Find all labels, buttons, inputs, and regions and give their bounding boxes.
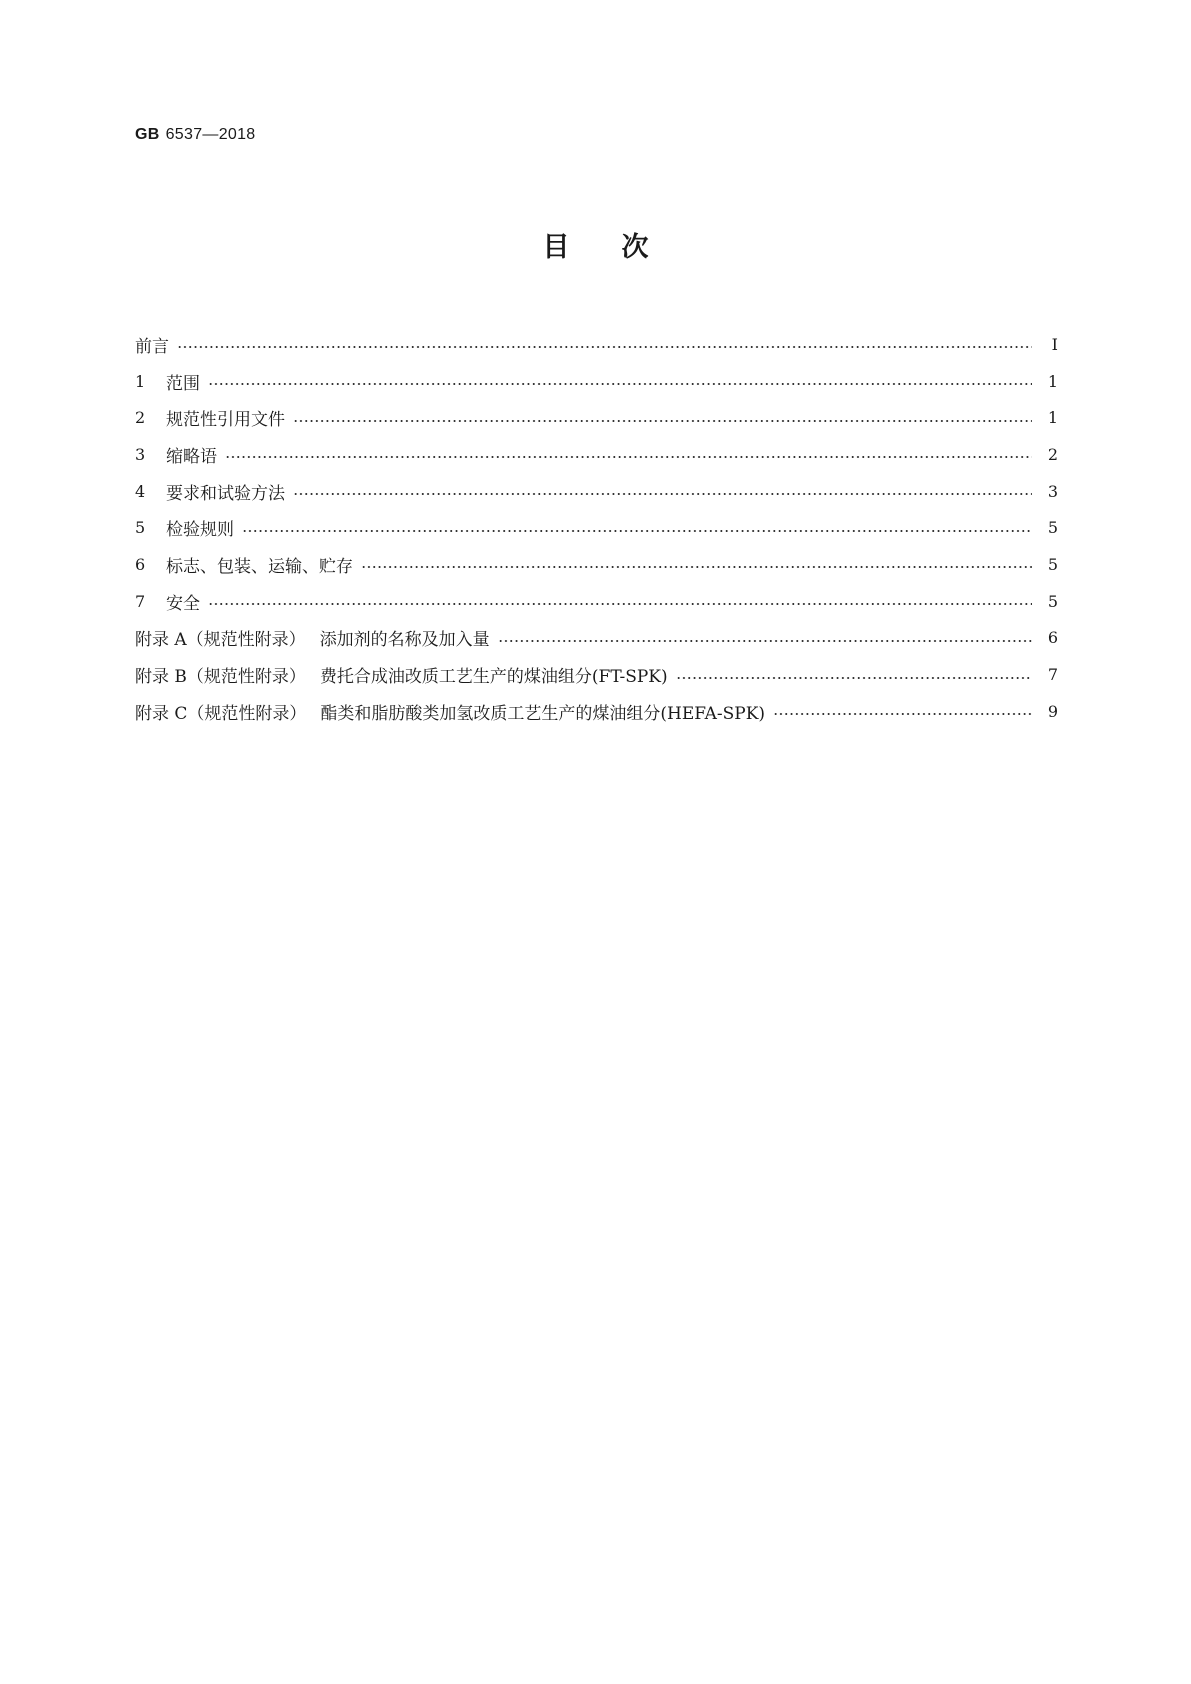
toc-entry-1[interactable] [135,363,1058,400]
toc-leader-dots [498,640,1032,642]
toc-entry-label: 范围 [166,373,200,394]
toc-entry-annex-a[interactable] [135,620,1058,657]
toc-page-number: 5 [1047,518,1058,538]
toc-entry-label: 添加剂的名称及加入量 [319,630,490,651]
toc-annex-prefix: 附录 C（规范性附录） [135,703,307,724]
toc-entry-2[interactable] [135,399,1058,436]
toc-entry-4[interactable] [135,473,1058,510]
toc-entry-annex-b[interactable] [135,656,1058,693]
standard-number: 6537—2018 [165,126,256,143]
toc-entry-number: 1 [135,371,146,391]
table-of-contents [135,326,1058,730]
toc-page-number: 1 [1047,408,1058,428]
toc-entry-annex-c[interactable] [135,693,1058,730]
toc-page-number: 3 [1047,481,1058,501]
toc-page-number: 2 [1047,444,1058,464]
standard-code [135,126,256,144]
toc-entry-label: 缩略语 [166,446,217,467]
toc-entry-label: 酯类和脂肪酸类加氢改质工艺生产的煤油组分(HEFA-SPK) [320,703,766,724]
toc-entry-number: 4 [135,481,146,501]
toc-leader-dots [361,566,1032,568]
toc-entry-label: 前言 [135,336,169,357]
toc-entry-foreword[interactable] [135,326,1058,363]
toc-entry-label: 安全 [166,593,200,614]
toc-entry-label: 检验规则 [166,520,234,541]
toc-entry-7[interactable] [135,583,1058,620]
toc-entry-label: 规范性引用文件 [166,410,285,431]
toc-leader-dots [242,530,1032,532]
toc-entry-6[interactable] [135,546,1058,583]
toc-entry-5[interactable] [135,509,1058,546]
standard-prefix: GB [135,126,160,143]
toc-page-number: 5 [1047,591,1058,611]
toc-annex-prefix: 附录 B（规范性附录） [135,667,306,688]
toc-leader-dots [177,346,1032,348]
toc-entry-label: 标志、包装、运输、贮存 [166,556,353,577]
toc-leader-dots [225,456,1032,458]
toc-annex-prefix: 附录 A（规范性附录） [135,630,306,651]
toc-page-number: 9 [1047,701,1058,721]
toc-leader-dots [676,677,1032,679]
toc-page-number: 1 [1047,371,1058,391]
toc-page-number: 5 [1047,554,1058,574]
toc-page-number: 7 [1047,665,1058,685]
toc-entry-label: 要求和试验方法 [166,483,285,504]
toc-entry-label: 费托合成油改质工艺生产的煤油组分(FT-SPK) [319,667,668,688]
toc-leader-dots [208,383,1032,385]
toc-page-number: Ⅰ [1051,334,1058,354]
toc-entry-number: 2 [135,408,146,428]
page-title: 目次 [542,232,701,263]
toc-entry-3[interactable] [135,436,1058,473]
toc-leader-dots [208,603,1032,605]
toc-entry-number: 7 [135,591,146,611]
toc-leader-dots [293,493,1032,495]
toc-leader-dots [293,420,1032,422]
toc-entry-number: 3 [135,444,146,464]
toc-leader-dots [773,713,1032,715]
toc-page-number: 6 [1047,628,1058,648]
toc-entry-number: 5 [135,518,146,538]
toc-entry-number: 6 [135,554,146,574]
